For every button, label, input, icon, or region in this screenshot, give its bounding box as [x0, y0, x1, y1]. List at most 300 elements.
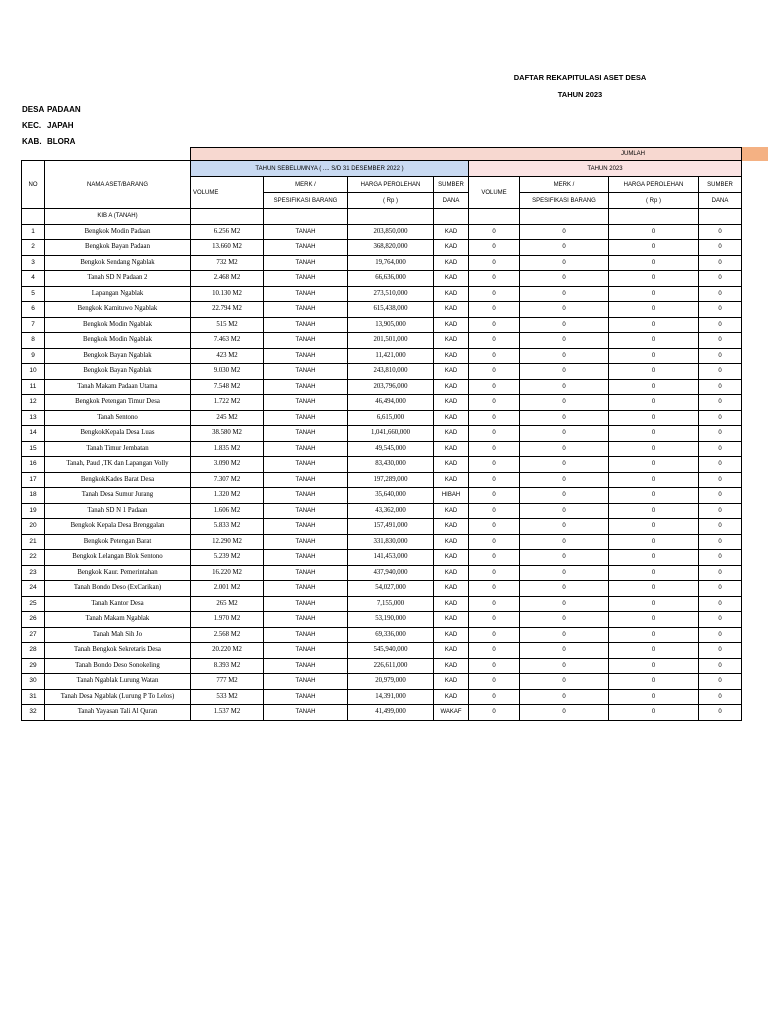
row-nama: Tanah Bondo Deso (ExCarikan) [45, 581, 191, 597]
table-row [22, 550, 742, 566]
row-volume: 3.090 M2 [191, 457, 264, 473]
row-sumber: KAD [434, 426, 469, 442]
table-row [22, 224, 742, 240]
row-harga-2023: 0 [609, 255, 699, 271]
row-no: 5 [22, 286, 45, 302]
row-sumber: KAD [434, 519, 469, 535]
row-volume-2023: 0 [469, 596, 520, 612]
kib-no-cell [22, 209, 45, 225]
row-harga: 53,190,000 [348, 612, 434, 628]
row-sumber: KAD [434, 302, 469, 318]
table-row [22, 627, 742, 643]
row-harga: 83,430,000 [348, 457, 434, 473]
row-nama: Tanah Bondo Deso Sonokeling [45, 658, 191, 674]
row-merk: TANAH [264, 395, 348, 411]
row-merk-2023: 0 [520, 410, 609, 426]
row-harga: 7,155,000 [348, 596, 434, 612]
row-merk-2023: 0 [520, 379, 609, 395]
row-merk-2023: 0 [520, 255, 609, 271]
row-merk-2023: 0 [520, 519, 609, 535]
row-no: 28 [22, 643, 45, 659]
row-sumber: KAD [434, 224, 469, 240]
row-volume-2023: 0 [469, 565, 520, 581]
row-volume: 5.833 M2 [191, 519, 264, 535]
row-nama: Bengkok Kepala Desa Brenggalan [45, 519, 191, 535]
row-merk-2023: 0 [520, 472, 609, 488]
row-volume-2023: 0 [469, 689, 520, 705]
row-nama: Bengkok Modin Padaan [45, 224, 191, 240]
info-value: PADAAN [47, 105, 81, 114]
row-no: 16 [22, 457, 45, 473]
row-nama: BengkokKades Barat Desa [45, 472, 191, 488]
row-volume-2023: 0 [469, 317, 520, 333]
harga-cur-header: HARGA PEROLEHAN [609, 177, 699, 193]
row-harga: 6,615,000 [348, 410, 434, 426]
row-nama: Tanah Bengkok Sekretaris Desa [45, 643, 191, 659]
row-merk: TANAH [264, 519, 348, 535]
row-harga: 157,491,000 [348, 519, 434, 535]
row-merk-2023: 0 [520, 643, 609, 659]
row-merk-2023: 0 [520, 224, 609, 240]
row-sumber: KAD [434, 395, 469, 411]
table-row [22, 426, 742, 442]
row-harga-2023: 0 [609, 426, 699, 442]
row-merk: TANAH [264, 658, 348, 674]
table-row [22, 441, 742, 457]
row-no: 31 [22, 689, 45, 705]
report-year: TAHUN 2023 [557, 90, 603, 99]
row-volume-2023: 0 [469, 674, 520, 690]
row-harga: 35,640,000 [348, 488, 434, 504]
row-no: 3 [22, 255, 45, 271]
row-harga: 13,905,000 [348, 317, 434, 333]
row-merk: TANAH [264, 441, 348, 457]
row-volume-2023: 0 [469, 255, 520, 271]
info-desa [22, 105, 81, 114]
row-sumber: KAD [434, 379, 469, 395]
prev-period-header: TAHUN SEBELUMNYA ( .... S/D 31 DESEMBER 2022 ) [191, 161, 469, 177]
row-sumber: KAD [434, 550, 469, 566]
row-volume: 2.568 M2 [191, 627, 264, 643]
table-row [22, 348, 742, 364]
row-harga: 203,850,000 [348, 224, 434, 240]
row-volume-2023: 0 [469, 550, 520, 566]
sumber-header-2: DANA [434, 193, 469, 209]
table-row [22, 410, 742, 426]
row-merk-2023: 0 [520, 441, 609, 457]
row-no: 29 [22, 658, 45, 674]
row-sumber: KAD [434, 364, 469, 380]
row-no: 7 [22, 317, 45, 333]
row-sumber-2023: 0 [699, 410, 742, 426]
row-harga-2023: 0 [609, 565, 699, 581]
row-volume-2023: 0 [469, 240, 520, 256]
merk-cur-header-2: SPESIFIKASI BARANG [520, 193, 609, 209]
row-nama: Bengkok Modin Ngablak [45, 317, 191, 333]
kib-cell [264, 209, 348, 225]
row-harga: 203,796,000 [348, 379, 434, 395]
row-harga: 46,494,000 [348, 395, 434, 411]
row-no: 11 [22, 379, 45, 395]
row-volume: 2.468 M2 [191, 271, 264, 287]
row-volume: 423 M2 [191, 348, 264, 364]
row-merk: TANAH [264, 364, 348, 380]
report-title: DAFTAR REKAPITULASI ASET DESA [513, 73, 647, 82]
row-sumber-2023: 0 [699, 333, 742, 349]
row-sumber: KAD [434, 333, 469, 349]
table-row [22, 565, 742, 581]
harga-header: HARGA PEROLEHAN [348, 177, 434, 193]
row-sumber: KAD [434, 565, 469, 581]
row-no: 12 [22, 395, 45, 411]
row-volume: 1.722 M2 [191, 395, 264, 411]
table-row [22, 255, 742, 271]
table-row [22, 519, 742, 535]
row-no: 22 [22, 550, 45, 566]
row-no: 2 [22, 240, 45, 256]
row-sumber: KAD [434, 255, 469, 271]
row-harga-2023: 0 [609, 643, 699, 659]
row-volume: 13.660 M2 [191, 240, 264, 256]
row-nama: Bengkok Bayan Padaan [45, 240, 191, 256]
row-nama: BengkokKepala Desa Luas [45, 426, 191, 442]
row-merk: TANAH [264, 271, 348, 287]
row-volume-2023: 0 [469, 534, 520, 550]
row-sumber: KAD [434, 503, 469, 519]
row-nama: Bengkok Petengan Timur Desa [45, 395, 191, 411]
row-harga-2023: 0 [609, 410, 699, 426]
row-nama: Bengkok Kaur. Pemerintahan [45, 565, 191, 581]
row-sumber-2023: 0 [699, 271, 742, 287]
row-sumber-2023: 0 [699, 255, 742, 271]
row-volume-2023: 0 [469, 333, 520, 349]
row-no: 26 [22, 612, 45, 628]
sumber-cur-header: SUMBER [699, 177, 742, 193]
row-harga-2023: 0 [609, 317, 699, 333]
row-no: 20 [22, 519, 45, 535]
row-harga-2023: 0 [609, 364, 699, 380]
row-volume-2023: 0 [469, 488, 520, 504]
row-harga: 49,545,000 [348, 441, 434, 457]
info-label: KAB. [22, 137, 42, 146]
row-merk: TANAH [264, 643, 348, 659]
harga-header-2: ( Rp ) [348, 193, 434, 209]
table-row [22, 658, 742, 674]
row-merk: TANAH [264, 472, 348, 488]
row-sumber-2023: 0 [699, 596, 742, 612]
row-sumber-2023: 0 [699, 426, 742, 442]
row-merk-2023: 0 [520, 596, 609, 612]
row-harga: 226,611,000 [348, 658, 434, 674]
row-nama: Bengkok Modin Ngablak [45, 333, 191, 349]
table-row [22, 302, 742, 318]
row-no: 1 [22, 224, 45, 240]
row-merk: TANAH [264, 674, 348, 690]
row-merk: TANAH [264, 302, 348, 318]
row-merk-2023: 0 [520, 395, 609, 411]
row-nama: Tanah Desa Ngablak (Lurung P To Lelos) [45, 689, 191, 705]
row-harga-2023: 0 [609, 627, 699, 643]
row-merk-2023: 0 [520, 565, 609, 581]
row-volume-2023: 0 [469, 581, 520, 597]
row-no: 10 [22, 364, 45, 380]
row-harga-2023: 0 [609, 457, 699, 473]
row-sumber: KAD [434, 643, 469, 659]
row-volume: 777 M2 [191, 674, 264, 690]
row-nama: Tanah Yayasan Tali Al Quran [45, 705, 191, 721]
row-sumber-2023: 0 [699, 627, 742, 643]
no-header: NO [22, 161, 45, 209]
row-sumber: KAD [434, 410, 469, 426]
row-merk-2023: 0 [520, 689, 609, 705]
row-harga: 19,764,000 [348, 255, 434, 271]
row-harga: 41,499,000 [348, 705, 434, 721]
nama-header: NAMA ASET/BARANG [45, 161, 191, 209]
row-sumber-2023: 0 [699, 658, 742, 674]
row-volume-2023: 0 [469, 426, 520, 442]
row-sumber-2023: 0 [699, 612, 742, 628]
row-sumber: KAD [434, 271, 469, 287]
row-harga-2023: 0 [609, 519, 699, 535]
row-sumber: KAD [434, 348, 469, 364]
row-harga: 437,940,000 [348, 565, 434, 581]
row-merk-2023: 0 [520, 674, 609, 690]
row-sumber-2023: 0 [699, 379, 742, 395]
table-row [22, 472, 742, 488]
row-nama: Tanah Makam Ngablak [45, 612, 191, 628]
row-merk: TANAH [264, 379, 348, 395]
row-merk-2023: 0 [520, 240, 609, 256]
row-nama: Bengkok Sendang Ngablak [45, 255, 191, 271]
row-merk-2023: 0 [520, 581, 609, 597]
row-harga-2023: 0 [609, 348, 699, 364]
row-nama: Tanah Desa Sumur Jurang [45, 488, 191, 504]
table-row [22, 379, 742, 395]
row-volume-2023: 0 [469, 379, 520, 395]
row-volume: 22.794 M2 [191, 302, 264, 318]
row-sumber-2023: 0 [699, 472, 742, 488]
row-sumber: KAD [434, 534, 469, 550]
row-sumber: KAD [434, 658, 469, 674]
row-harga-2023: 0 [609, 674, 699, 690]
row-harga-2023: 0 [609, 488, 699, 504]
kib-cell [469, 209, 520, 225]
row-harga-2023: 0 [609, 534, 699, 550]
row-volume-2023: 0 [469, 364, 520, 380]
row-volume: 2.001 M2 [191, 581, 264, 597]
row-volume: 9.030 M2 [191, 364, 264, 380]
row-volume: 20.220 M2 [191, 643, 264, 659]
volume-cur-header: VOLUME [469, 177, 520, 209]
jumlah-header: JUMLAH [191, 148, 742, 161]
info-kec [22, 121, 74, 130]
row-harga-2023: 0 [609, 503, 699, 519]
kib-cell [520, 209, 609, 225]
row-harga-2023: 0 [609, 705, 699, 721]
row-volume: 16.220 M2 [191, 565, 264, 581]
cur-period-header: TAHUN 2023 [469, 161, 742, 177]
row-harga-2023: 0 [609, 550, 699, 566]
row-merk: TANAH [264, 255, 348, 271]
row-nama: Bengkok Lelangan Blok Sentono [45, 550, 191, 566]
row-volume: 1.606 M2 [191, 503, 264, 519]
row-harga: 197,289,000 [348, 472, 434, 488]
row-volume-2023: 0 [469, 627, 520, 643]
row-merk: TANAH [264, 317, 348, 333]
row-sumber-2023: 0 [699, 689, 742, 705]
row-volume-2023: 0 [469, 612, 520, 628]
row-merk: TANAH [264, 565, 348, 581]
row-no: 27 [22, 627, 45, 643]
table-row [22, 395, 742, 411]
row-merk-2023: 0 [520, 317, 609, 333]
row-volume-2023: 0 [469, 457, 520, 473]
row-sumber: KAD [434, 674, 469, 690]
table-row [22, 581, 742, 597]
row-sumber-2023: 0 [699, 286, 742, 302]
table-row [22, 596, 742, 612]
row-sumber: KAD [434, 689, 469, 705]
row-sumber-2023: 0 [699, 705, 742, 721]
row-sumber: WAKAF [434, 705, 469, 721]
row-harga: 243,810,000 [348, 364, 434, 380]
row-volume-2023: 0 [469, 271, 520, 287]
kib-cell [434, 209, 469, 225]
row-no: 32 [22, 705, 45, 721]
row-sumber-2023: 0 [699, 581, 742, 597]
row-harga-2023: 0 [609, 472, 699, 488]
row-merk: TANAH [264, 627, 348, 643]
row-volume-2023: 0 [469, 302, 520, 318]
row-volume: 7.548 M2 [191, 379, 264, 395]
row-nama: Tanah Mah Sih Jo [45, 627, 191, 643]
row-harga: 69,336,000 [348, 627, 434, 643]
row-nama: Bengkok Kamituwo Ngablak [45, 302, 191, 318]
row-volume-2023: 0 [469, 441, 520, 457]
row-merk-2023: 0 [520, 333, 609, 349]
row-no: 15 [22, 441, 45, 457]
row-harga: 201,501,000 [348, 333, 434, 349]
row-no: 8 [22, 333, 45, 349]
row-harga: 545,940,000 [348, 643, 434, 659]
row-volume: 1.970 M2 [191, 612, 264, 628]
row-nama: Tanah Kantor Desa [45, 596, 191, 612]
row-volume: 265 M2 [191, 596, 264, 612]
row-volume: 732 M2 [191, 255, 264, 271]
kib-cell [191, 209, 264, 225]
row-harga: 14,391,000 [348, 689, 434, 705]
info-label: KEC. [22, 121, 42, 130]
row-sumber-2023: 0 [699, 457, 742, 473]
row-merk-2023: 0 [520, 488, 609, 504]
row-volume-2023: 0 [469, 395, 520, 411]
table-row [22, 271, 742, 287]
row-harga: 615,438,000 [348, 302, 434, 318]
table-row [22, 612, 742, 628]
row-merk-2023: 0 [520, 457, 609, 473]
row-volume-2023: 0 [469, 348, 520, 364]
row-harga-2023: 0 [609, 271, 699, 287]
row-volume: 8.393 M2 [191, 658, 264, 674]
row-sumber-2023: 0 [699, 348, 742, 364]
row-volume: 10.130 M2 [191, 286, 264, 302]
row-volume: 1.320 M2 [191, 488, 264, 504]
row-harga: 273,510,000 [348, 286, 434, 302]
row-nama: Tanah Ngablak Lurung Watan [45, 674, 191, 690]
row-merk: TANAH [264, 410, 348, 426]
sumber-header: SUMBER [434, 177, 469, 193]
row-merk: TANAH [264, 426, 348, 442]
row-harga: 331,830,000 [348, 534, 434, 550]
row-sumber: KAD [434, 596, 469, 612]
row-sumber-2023: 0 [699, 302, 742, 318]
row-nama: Lapangan Ngablak [45, 286, 191, 302]
row-no: 24 [22, 581, 45, 597]
row-volume-2023: 0 [469, 503, 520, 519]
row-harga: 54,027,000 [348, 581, 434, 597]
row-no: 30 [22, 674, 45, 690]
info-value: BLORA [47, 137, 76, 146]
row-no: 18 [22, 488, 45, 504]
row-volume: 6.256 M2 [191, 224, 264, 240]
row-harga: 141,453,000 [348, 550, 434, 566]
row-nama: Tanah Timur Jembatan [45, 441, 191, 457]
volume-header: VOLUME [191, 177, 264, 209]
row-no: 23 [22, 565, 45, 581]
row-sumber: KAD [434, 457, 469, 473]
row-nama: Tanah SD N Padaan 2 [45, 271, 191, 287]
table-row [22, 643, 742, 659]
row-nama: Bengkok Bayan Ngablak [45, 364, 191, 380]
row-volume-2023: 0 [469, 519, 520, 535]
row-merk-2023: 0 [520, 658, 609, 674]
row-harga-2023: 0 [609, 240, 699, 256]
row-merk-2023: 0 [520, 364, 609, 380]
row-sumber-2023: 0 [699, 643, 742, 659]
row-harga-2023: 0 [609, 441, 699, 457]
row-nama: Tanah SD N 1 Padaan [45, 503, 191, 519]
row-merk: TANAH [264, 503, 348, 519]
row-nama: Tanah Makam Padaan Utama [45, 379, 191, 395]
row-harga: 11,421,000 [348, 348, 434, 364]
table-row [22, 286, 742, 302]
row-merk-2023: 0 [520, 503, 609, 519]
row-sumber-2023: 0 [699, 224, 742, 240]
row-sumber: KAD [434, 627, 469, 643]
row-merk-2023: 0 [520, 348, 609, 364]
row-sumber: KAD [434, 317, 469, 333]
row-sumber-2023: 0 [699, 488, 742, 504]
table-row [22, 503, 742, 519]
kib-cell [348, 209, 434, 225]
row-volume: 5.239 M2 [191, 550, 264, 566]
row-sumber: KAD [434, 581, 469, 597]
row-volume-2023: 0 [469, 658, 520, 674]
row-merk: TANAH [264, 612, 348, 628]
harga-cur-header-2: ( Rp ) [609, 193, 699, 209]
row-volume: 515 M2 [191, 317, 264, 333]
row-sumber: HIBAH [434, 488, 469, 504]
row-volume-2023: 0 [469, 286, 520, 302]
row-nama: Bengkok Bayan Ngablak [45, 348, 191, 364]
row-harga-2023: 0 [609, 286, 699, 302]
row-merk: TANAH [264, 550, 348, 566]
row-merk: TANAH [264, 457, 348, 473]
row-no: 6 [22, 302, 45, 318]
row-no: 13 [22, 410, 45, 426]
row-no: 19 [22, 503, 45, 519]
table-row [22, 674, 742, 690]
